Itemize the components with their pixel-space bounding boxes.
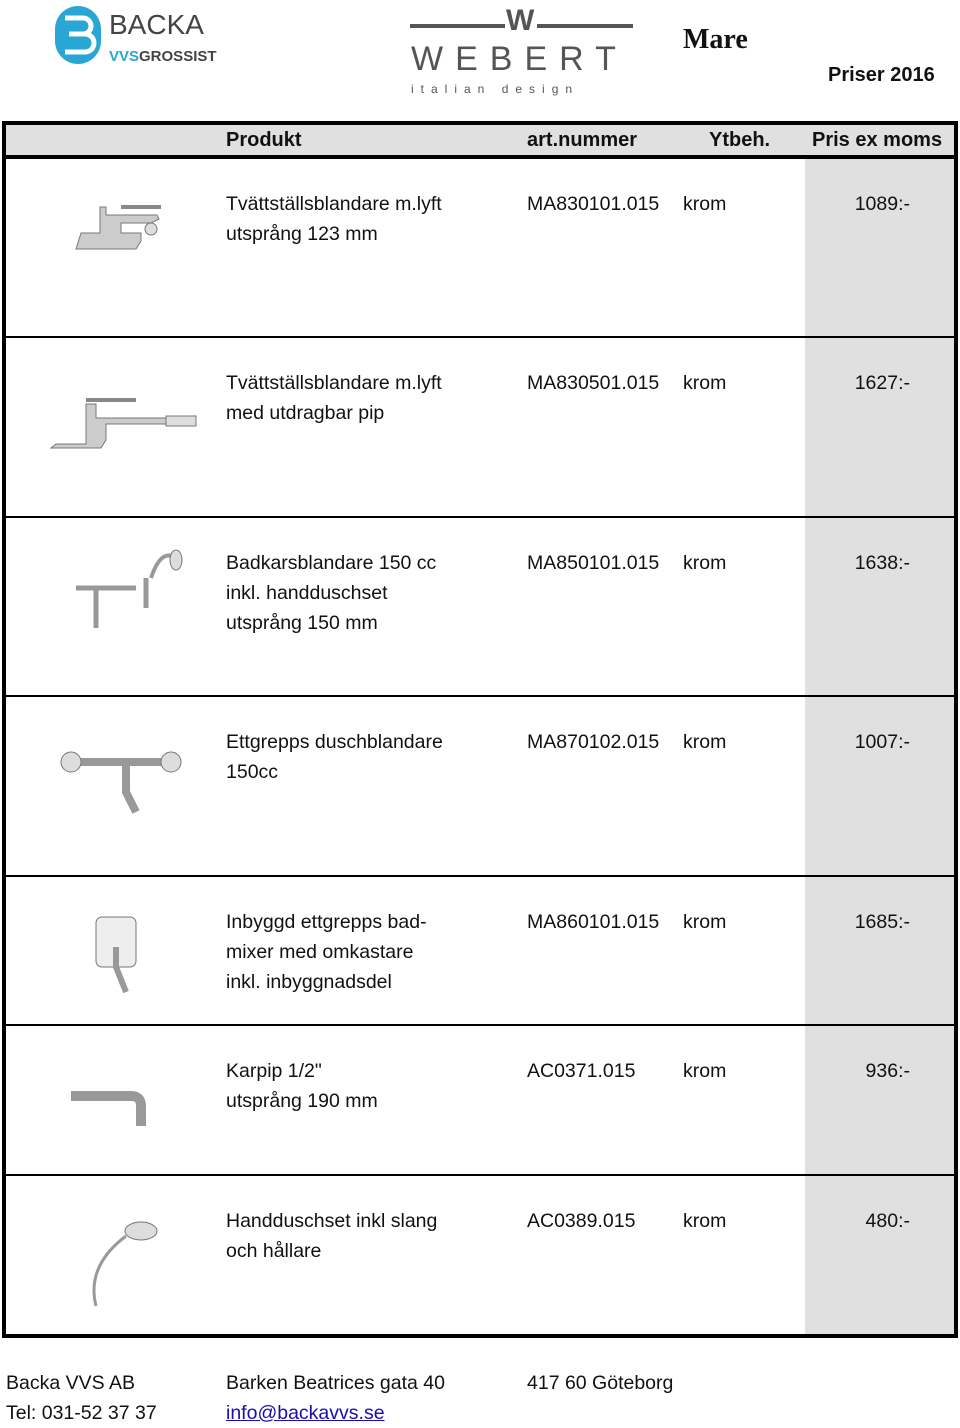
price: 1627:-: [854, 372, 910, 394]
table-row: [6, 877, 954, 1026]
faucet-image: [36, 897, 216, 1027]
art-number: MA860101.015: [527, 911, 660, 933]
footer-address: [226, 1368, 445, 1428]
description-line: utsprång 123 mm: [226, 223, 378, 245]
company-name: Backa VVS AB: [6, 1372, 135, 1394]
product-description: [226, 907, 427, 997]
finish: krom: [683, 552, 727, 574]
art-number: AC0389.015: [527, 1210, 636, 1232]
brand-name: BACKA: [109, 9, 204, 40]
art-number: AC0371.015: [527, 1060, 636, 1082]
description-line: utsprång 190 mm: [226, 1090, 378, 1112]
backa-logo: [55, 4, 255, 66]
maker-sub: italian design: [411, 82, 580, 96]
finish: krom: [683, 911, 727, 933]
street: Barken Beatrices gata 40: [226, 1372, 445, 1394]
footer-city: 417 60 Göteborg: [527, 1372, 674, 1394]
description-line: Karpip 1/2": [226, 1060, 322, 1082]
finish: krom: [683, 1210, 727, 1232]
product-description: [226, 1056, 378, 1116]
art-number: MA870102.015: [527, 731, 660, 753]
email-link[interactable]: info@backavvs.se: [226, 1402, 385, 1424]
product-description: [226, 548, 436, 638]
price: 1685:-: [854, 911, 910, 933]
product-description: [226, 368, 442, 428]
description-line: med utdragbar pip: [226, 402, 385, 424]
description-line: Badkarsblandare 150 cc: [226, 552, 437, 574]
description-line: Tvättställsblandare m.lyft: [226, 193, 442, 215]
faucet-image: [36, 538, 216, 668]
col-ytbeh: Ytbeh.: [709, 129, 771, 151]
description-line: Inbyggd ettgrepps bad-: [226, 911, 427, 933]
product-description: [226, 727, 443, 787]
description-line: inkl. handduschset: [226, 582, 388, 604]
faucet-image: [36, 358, 216, 488]
col-produkt: Produkt: [226, 129, 302, 151]
description-line: utsprång 150 mm: [226, 612, 378, 634]
price-year: Priser 2016: [828, 64, 935, 86]
col-pris: Pris ex moms: [812, 129, 943, 151]
table-row: [6, 1176, 954, 1328]
description-line: mixer med omkastare: [226, 941, 414, 963]
price: 936:-: [865, 1060, 910, 1082]
finish: krom: [683, 372, 727, 394]
table-header: [6, 125, 954, 159]
price-table: [2, 121, 958, 1338]
art-number: MA850101.015: [527, 552, 660, 574]
phone: Tel: 031-52 37 37: [6, 1402, 157, 1424]
product-description: [226, 1206, 437, 1266]
table-row: [6, 338, 954, 518]
description-line: Tvättställsblandare m.lyft: [226, 372, 442, 394]
description-line: Handduschset inkl slang: [226, 1210, 438, 1232]
brand-sub: VVSGROSSIST: [109, 48, 217, 65]
table-row: [6, 159, 954, 338]
price: 1007:-: [854, 731, 910, 753]
faucet-image: [36, 717, 216, 847]
faucet-image: [36, 179, 216, 309]
webert-w-mark: W: [506, 4, 535, 37]
finish: krom: [683, 193, 727, 215]
art-number: MA830101.015: [527, 193, 660, 215]
webert-logo: [405, 2, 645, 96]
description-line: och hållare: [226, 1240, 322, 1262]
finish: krom: [683, 1060, 727, 1082]
table-row: [6, 1026, 954, 1176]
description-line: Ettgrepps duschblandare: [226, 731, 443, 753]
finish: krom: [683, 731, 727, 753]
description-line: inkl. inbyggnadsdel: [226, 971, 392, 993]
price: 480:-: [865, 1210, 910, 1232]
faucet-image: [36, 1196, 216, 1326]
col-art: art.nummer: [527, 129, 638, 151]
product-description: [226, 189, 442, 249]
series-title: Mare: [683, 24, 748, 55]
table-row: [6, 697, 954, 877]
maker-name: WEBERT: [411, 40, 628, 78]
faucet-image: [36, 1046, 216, 1176]
description-line: 150cc: [226, 761, 279, 783]
footer-company: [6, 1368, 157, 1428]
art-number: MA830501.015: [527, 372, 660, 394]
price: 1638:-: [854, 552, 910, 574]
table-row: [6, 518, 954, 697]
price: 1089:-: [854, 193, 910, 215]
